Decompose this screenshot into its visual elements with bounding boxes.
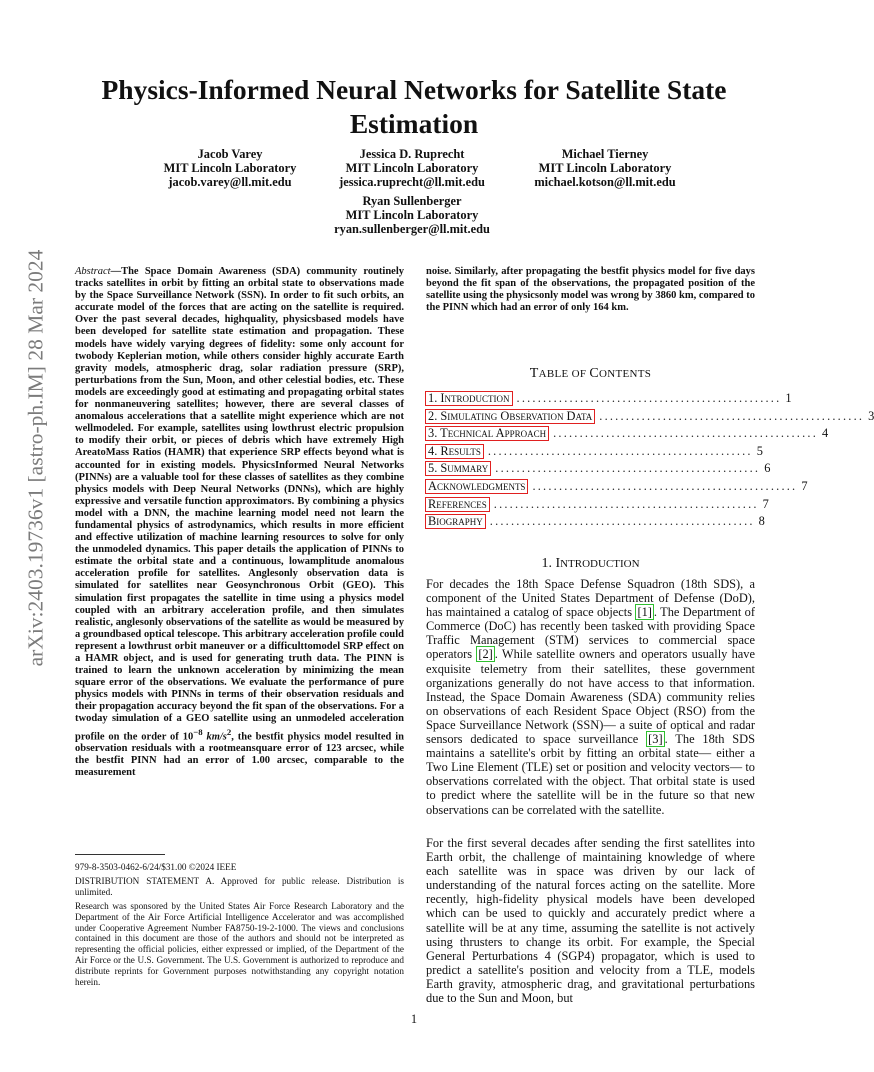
author-affiliation: MIT Lincoln Laboratory [538, 161, 672, 176]
toc-heading-smallcaps-2: ONTENTS [598, 368, 652, 380]
page-number: 1 [410, 1012, 418, 1026]
arxiv-id: arXiv:2403.19736v1 [astro-ph.IM] 28 Mar 2024 [23, 249, 48, 667]
toc-page: 3 [868, 408, 874, 423]
footnote-copyright: 979-8-3503-0462-6/24/$31.00 ©2024 IEEE [75, 862, 237, 872]
toc-item [425, 425, 829, 443]
toc-heading-initial: T [529, 366, 539, 381]
paragraph-text: For decades the 18th Space Defense Squadron (18th SDS), a component of the United States Department of Defense (DoD), has maintained a catalog of space objects [426, 577, 755, 620]
toc-page: 4 [822, 426, 829, 441]
toc-link[interactable]: 2. Simulating Observation Data [425, 409, 595, 424]
author-block [505, 147, 705, 190]
toc-page: 5 [756, 443, 763, 458]
toc-leader: .................................................. [489, 514, 755, 529]
paragraph-text: . The 18th SDS maintains a satellite's orbit by fitting an orbital state— either a Two Line Element (TLE) set or position and velocity vectors— to observations correlated with the object. That orbital state is used to predict where the satellite will be in the future so that new observations can be correlated with the satellite. [426, 732, 755, 817]
toc-page: 1 [785, 391, 792, 405]
abstract [75, 266, 404, 779]
footnote-rule [75, 854, 165, 855]
toc-link[interactable]: 5. Summary [425, 461, 491, 476]
toc-item [425, 496, 769, 514]
toc-leader: .................................................. [532, 478, 798, 493]
abstract-lead: Abstract [75, 266, 111, 277]
toc-link[interactable]: References [425, 497, 490, 512]
arxiv-sidebar [18, 249, 54, 667]
toc-leader: .................................................. [487, 443, 753, 458]
abstract-text: The Space Domain Awareness (SDA) community routinely tracks satellites in orbit by fitting an orbital state to observations made by the Space Surveillance Network (SSN). In order to fit such orbits, an accurate model of the forces that are acting on the satellite is required. Over the past several decades, highquality, physicsbased models have been developed for satellite state estimation and propagation. These models have widely varying degrees of fidelity: some only account for twobody Keplerian motion, while others consider highly accurate Earth gravity models, atmospheric drag, solar radiation pressure (SRP), perturbations from the Sun, Moon, and other celestial bodies, etc. These models are exceedingly good at estimating and propagating orbital states for nonmaneuvering satellites; however, there are several classes of anomalous accelerations that a satellite might experience which are not wellmodeled. For example, satellites using lowthrust electric propulsion to modify their orbit, or pieces of debris which have extremely High AreatoMass Ratios (HAMR) that experience SRP effects beyond what is accounted for in existing models. PhysicsInformed Neural Networks (PINNs) are a valuable tool for these classes of satellites as they combine physics models with Deep Neural Networks (DNNs), which are highly expressive and versatile function approximators. By combining a physics model with a DNN, the machine learning model need not learn the fundamental physics of astrodynamics, which results in more efficient and effective utilization of machine learning resources to solve for only the unmodeled dynamics. This paper details the application of PINNs to estimate the orbital state and a continuous, lowamplitude anomalous acceleration profile for satellites. Anglesonly observation data is simulated for satellites near Geosynchronous Orbit (GEO). This simulation first propagates the satellite in time using a physics model coupled with an arbitrary acceleration profile, and then simulates realistic, anglesonly observations of the satellite as would be measured by a groundbased optical telescope. This arbitrary acceleration profile could represent a lowthrust orbit maneuver or a difficulttomodel SRP effect on a HAMR object, and is used for generating truth data. The PINN is trained to learn the unknown acceleration by minimizing the mean square error of the observations. We evaluate the performance of pure physics models with PINNs in terms of their observation residuals and their propagation accuracy beyond the fit span of the observations. For a twoday simulation of a GEO satellite using an unmodeled acceleration profile on the order of 10 [75, 266, 404, 743]
author-affiliation: MIT Lincoln Laboratory [345, 161, 479, 176]
author-email[interactable]: jacob.varey@ll.mit.edu [168, 175, 292, 190]
section-heading-smallcaps: NTRODUCTION [560, 558, 640, 570]
toc-leader: .................................................. [599, 408, 865, 423]
author-name: Ryan Sullenberger [362, 194, 462, 208]
toc-item [425, 478, 808, 496]
paragraph-text: . While satellite owners and operators usually have exquisite telemetry from their satellites, these government organizations generally do not have access to that information. Instead, the Space Domain Awareness (SDA) community relies on observations of each Resident Space Object (RSO) from the Space Surveillance Network (SSN)— a suite of optical and radar sensors dedicated to space surveillance [426, 647, 755, 747]
abstract-unit: km/s [202, 731, 227, 743]
citation-link[interactable]: [1] [637, 605, 652, 620]
author-name: Jessica D. Ruprecht [359, 147, 465, 161]
author-name: Michael Tierney [561, 147, 649, 161]
abstract-continued: noise. Similarly, after propagating the bestfit physics model for five days beyond the fit span of the observations, the propagated position of the satellite using the physicsonly model was wrong by 3860 km, compared to the PINN which had an error of only 164 km. [426, 266, 755, 314]
author-email[interactable]: michael.kotson@ll.mit.edu [534, 175, 676, 190]
toc-link[interactable]: 3. Technical Approach [425, 426, 549, 441]
author-block [130, 147, 330, 190]
footnote-sponsorship: Research was sponsored by the United States Air Force Research Laboratory and the Department of the Air Force Artificial Intelligence Accelerator and was accomplished under Cooperative Agreement Number FA8750-19-2-1000. The views and conclusions contained in this document are those of the authors and should not be interpreted as representing the official policies, either expressed or implied, of the Department of the Air Force or the U.S. Government. The U.S. Government is authorized to reproduce and distribute reprints for Government purposes notwithstanding any copyright notation herein. [75, 900, 404, 988]
abstract-exponent: −8 [193, 726, 203, 737]
citation-link[interactable]: [3] [648, 732, 663, 747]
toc-page: 7 [801, 478, 808, 493]
toc-link[interactable]: Acknowledgments [425, 479, 528, 494]
toc-leader: .................................................. [495, 461, 761, 476]
toc-heading-initial-2: C [589, 366, 599, 381]
author-email[interactable]: jessica.ruprecht@ll.mit.edu [339, 175, 485, 190]
toc-item [425, 390, 792, 408]
author-email[interactable]: ryan.sullenberger@ll.mit.edu [334, 222, 490, 237]
toc-page: 8 [758, 514, 765, 529]
footnote-distribution: DISTRIBUTION STATEMENT A. Approved for public release. Distribution is unlimited. [75, 875, 404, 897]
intro-paragraph-2: For the first several decades after sending the first satellites into Earth orbit, the challenge of maintaining knowledge of where each satellite was in space was driven by our lack of understanding of the natural forces acting on the satellite. More recently, high-fidelity physical models have been developed which can be used to quickly and accurately predict where a satellite will be at any time, assuming the satellite is not actively using thrusters to change its orbit. For example, the Special General Perturbations 4 (SGP4) propagator, which is used to predict a satellite's position and velocity from a TLE, models Earth gravity, atmospheric drag, and gravitational perturbations due to the Sun and Moon, but [426, 836, 755, 1006]
toc-link[interactable]: 4. Results [425, 444, 484, 459]
toc-leader: .................................................. [516, 391, 782, 405]
section-heading-introduction [426, 556, 755, 572]
paragraph-text: . The Department of Commerce (DoC) has recently been tasked with providing Space Traffic Management (STM) services to commercial space operators [426, 605, 755, 662]
toc-item [425, 408, 874, 426]
citation-link[interactable]: [2] [478, 647, 493, 662]
abstract-text-after: , the bestfit physics model resulted in observation residuals with a rootmeansquare error of 123 arcsec, while the bestfit PINN had an error of 1.00 arcsec, comparable to the measurement [75, 731, 405, 779]
section-heading-number: 1. I [541, 556, 561, 571]
author-affiliation: MIT Lincoln Laboratory [163, 161, 297, 176]
author-name: Jacob Varey [197, 147, 263, 161]
author-affiliation: MIT Lincoln Laboratory [345, 208, 479, 223]
abstract-dash: — [110, 266, 122, 277]
toc-leader: .................................................. [553, 426, 818, 441]
intro-paragraph-1 [426, 577, 755, 817]
toc-heading [426, 366, 755, 382]
toc-link[interactable]: Biography [425, 514, 486, 529]
footnotes [75, 862, 404, 991]
toc-link[interactable]: 1. Introduction [425, 391, 513, 406]
toc-item [425, 513, 765, 531]
abstract-unit-exponent: 2 [226, 726, 232, 737]
author-block [312, 147, 512, 190]
toc-heading-smallcaps: ABLE OF [538, 368, 590, 380]
toc-item [425, 443, 763, 461]
toc-page: 6 [764, 461, 771, 476]
table-of-contents [425, 390, 874, 531]
toc-item [425, 460, 771, 478]
paper-title: Physics-Informed Neural Networks for Satellite State Estimation [101, 74, 727, 139]
toc-page: 7 [762, 496, 769, 511]
author-block [312, 194, 512, 237]
toc-leader: .................................................. [493, 496, 759, 511]
